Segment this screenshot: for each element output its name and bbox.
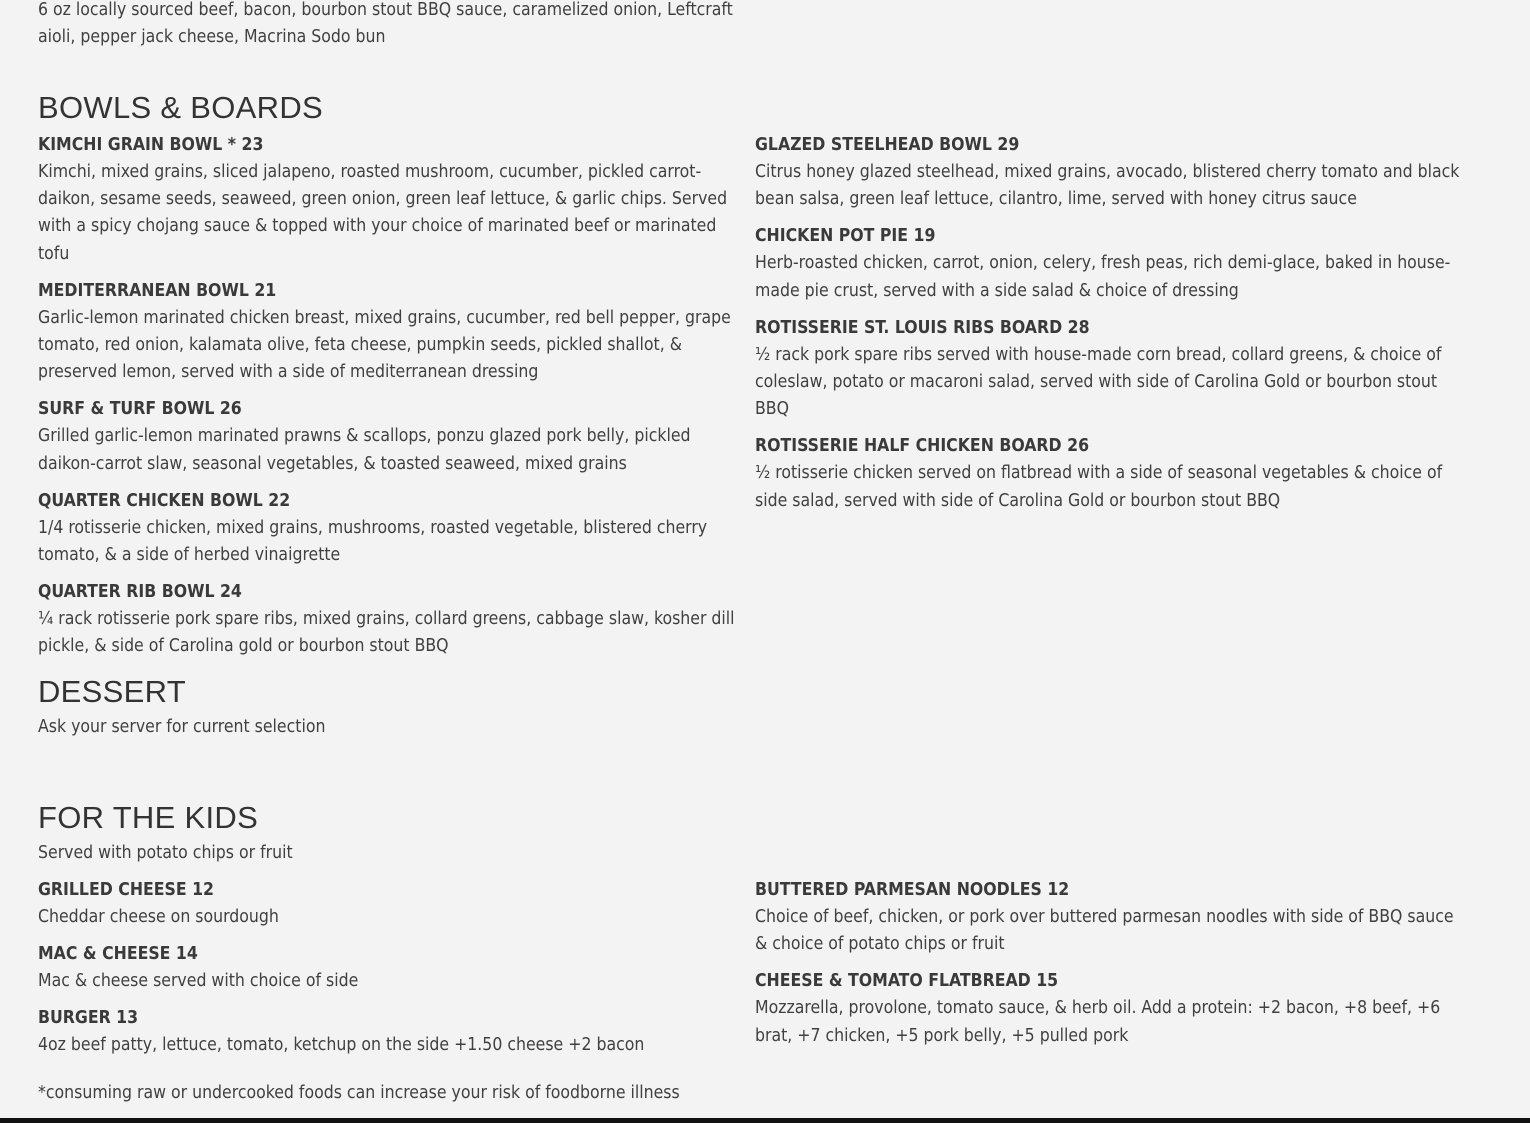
menu-item-title: GRILLED CHEESE 12 [38, 880, 214, 900]
dessert-description: Ask your server for current selection [38, 717, 326, 737]
menu-item-description: Choice of beef, chicken, or pork over buttered parmesan noodles with side of BBQ sauce & choice of potato chips or fruit [755, 907, 1454, 955]
bowls-right-column [755, 132, 1460, 525]
menu-item-title: MEDITERRANEAN BOWL 21 [38, 280, 277, 301]
menu-item-title: KIMCHI GRAIN BOWL * 23 [38, 135, 264, 155]
menu-item [38, 132, 738, 268]
menu-item-description: Herb-roasted chicken, carrot, onion, celery, fresh peas, rich demi-glace, baked in house-made pie crust, served with a side salad & choice of dressing [755, 253, 1451, 301]
menu-item [38, 877, 738, 931]
menu-item-description: Kimchi, mixed grains, sliced jalapeno, roasted mushroom, cucumber, pickled carrot-daikon, sesame seeds, seaweed, green onion, green leaf lettuce, & garlic chips. Served with a spicy chojang sauce & topped with your choice of marinated beef or marinated tofu [38, 162, 728, 264]
menu-item-title: CHEESE & TOMATO FLATBREAD 15 [755, 971, 1059, 992]
section-title-dessert: DESSERT [38, 674, 186, 709]
menu-item-description: 4oz beef patty, lettuce, tomato, ketchup on the side +1.50 cheese +2 bacon [38, 1035, 645, 1056]
bottom-divider [0, 1118, 1530, 1123]
menu-item [38, 278, 738, 387]
menu-item [755, 433, 1460, 514]
menu-item-description: Mac & cheese served with choice of side [38, 971, 359, 992]
menu-item-title: ROTISSERIE ST. LOUIS RIBS BOARD 28 [755, 317, 1090, 338]
kids-right-column [755, 877, 1460, 1060]
menu-item-title: BUTTERED PARMESAN NOODLES 12 [755, 880, 1070, 900]
menu-item-description: ½ rotisserie chicken served on flatbread with a side of seasonal vegetables & choice of side salad, served with side of Carolina Gold or bourbon stout BBQ [755, 463, 1443, 511]
previous-item-description: 6 oz locally sourced beef, bacon, bourbon stout BBQ sauce, caramelized onion, Leftcraft aioli, pepper jack cheese, Macrina Sodo bun [38, 0, 733, 48]
menu-item-title: QUARTER CHICKEN BOWL 22 [38, 490, 291, 511]
menu-item-title: QUARTER RIB BOWL 24 [38, 582, 242, 603]
menu-item-title: CHICKEN POT PIE 19 [755, 226, 936, 247]
menu-item-description: ¼ rack rotisserie pork spare ribs, mixed grains, collard greens, cabbage slaw, kosher dill pickle, & side of Carolina gold or bourbon stout BBQ [38, 609, 735, 657]
menu-item [755, 877, 1460, 958]
section-title-bowls-boards: BOWLS & BOARDS [38, 90, 323, 125]
menu-item [755, 132, 1460, 213]
footnote: *consuming raw or undercooked foods can increase your risk of foodborne illness [38, 1083, 680, 1103]
menu-item [38, 488, 738, 569]
section-title-kids: FOR THE KIDS [38, 800, 259, 835]
menu-item-title: ROTISSERIE HALF CHICKEN BOARD 26 [755, 436, 1090, 457]
menu-item-title: BURGER 13 [38, 1008, 139, 1029]
menu-item-description: ½ rack pork spare ribs served with house-made corn bread, collard greens, & choice of coleslaw, potato or macaroni salad, served with side of Carolina Gold or bourbon stout BBQ [755, 344, 1442, 420]
menu-item-description: Mozzarella, provolone, tomato sauce, & herb oil. Add a protein: +2 bacon, +8 beef, +6 brat, +7 chicken, +5 pork belly, +5 pulled pork [755, 998, 1441, 1046]
menu-item-description: Citrus honey glazed steelhead, mixed grains, avocado, blistered cherry tomato and black bean salsa, green leaf lettuce, cilantro, lime, served with honey citrus sauce [755, 162, 1460, 210]
menu-item [755, 968, 1460, 1049]
menu-item [755, 315, 1460, 424]
menu-item-description: Cheddar cheese on sourdough [38, 907, 279, 927]
menu-item-title: GLAZED STEELHEAD BOWL 29 [755, 135, 1020, 155]
menu-item-description: Grilled garlic-lemon marinated prawns & scallops, ponzu glazed pork belly, pickled daikon-carrot slaw, seasonal vegetables, & toasted seaweed, mixed grains [38, 426, 691, 474]
menu-item [38, 396, 738, 477]
menu-item-description: 1/4 rotisserie chicken, mixed grains, mushrooms, roasted vegetable, blistered cherry tomato, & a side of herbed vinaigrette [38, 517, 708, 566]
bowls-left-column [38, 132, 738, 671]
menu-item [38, 579, 738, 660]
kids-left-column [38, 877, 738, 1070]
kids-subtitle: Served with potato chips or fruit [38, 843, 293, 863]
menu-item [38, 941, 738, 995]
menu-item-title: MAC & CHEESE 14 [38, 944, 198, 965]
menu-item [755, 223, 1460, 304]
menu-item [38, 1005, 738, 1059]
menu-item-description: Garlic-lemon marinated chicken breast, mixed grains, cucumber, red bell pepper, grape tomato, red onion, kalamata olive, feta cheese, pumpkin seeds, pickled shallot, & preserved lemon, served with a side of mediterranean dressing [38, 307, 731, 383]
menu-item-title: SURF & TURF BOWL 26 [38, 399, 242, 420]
